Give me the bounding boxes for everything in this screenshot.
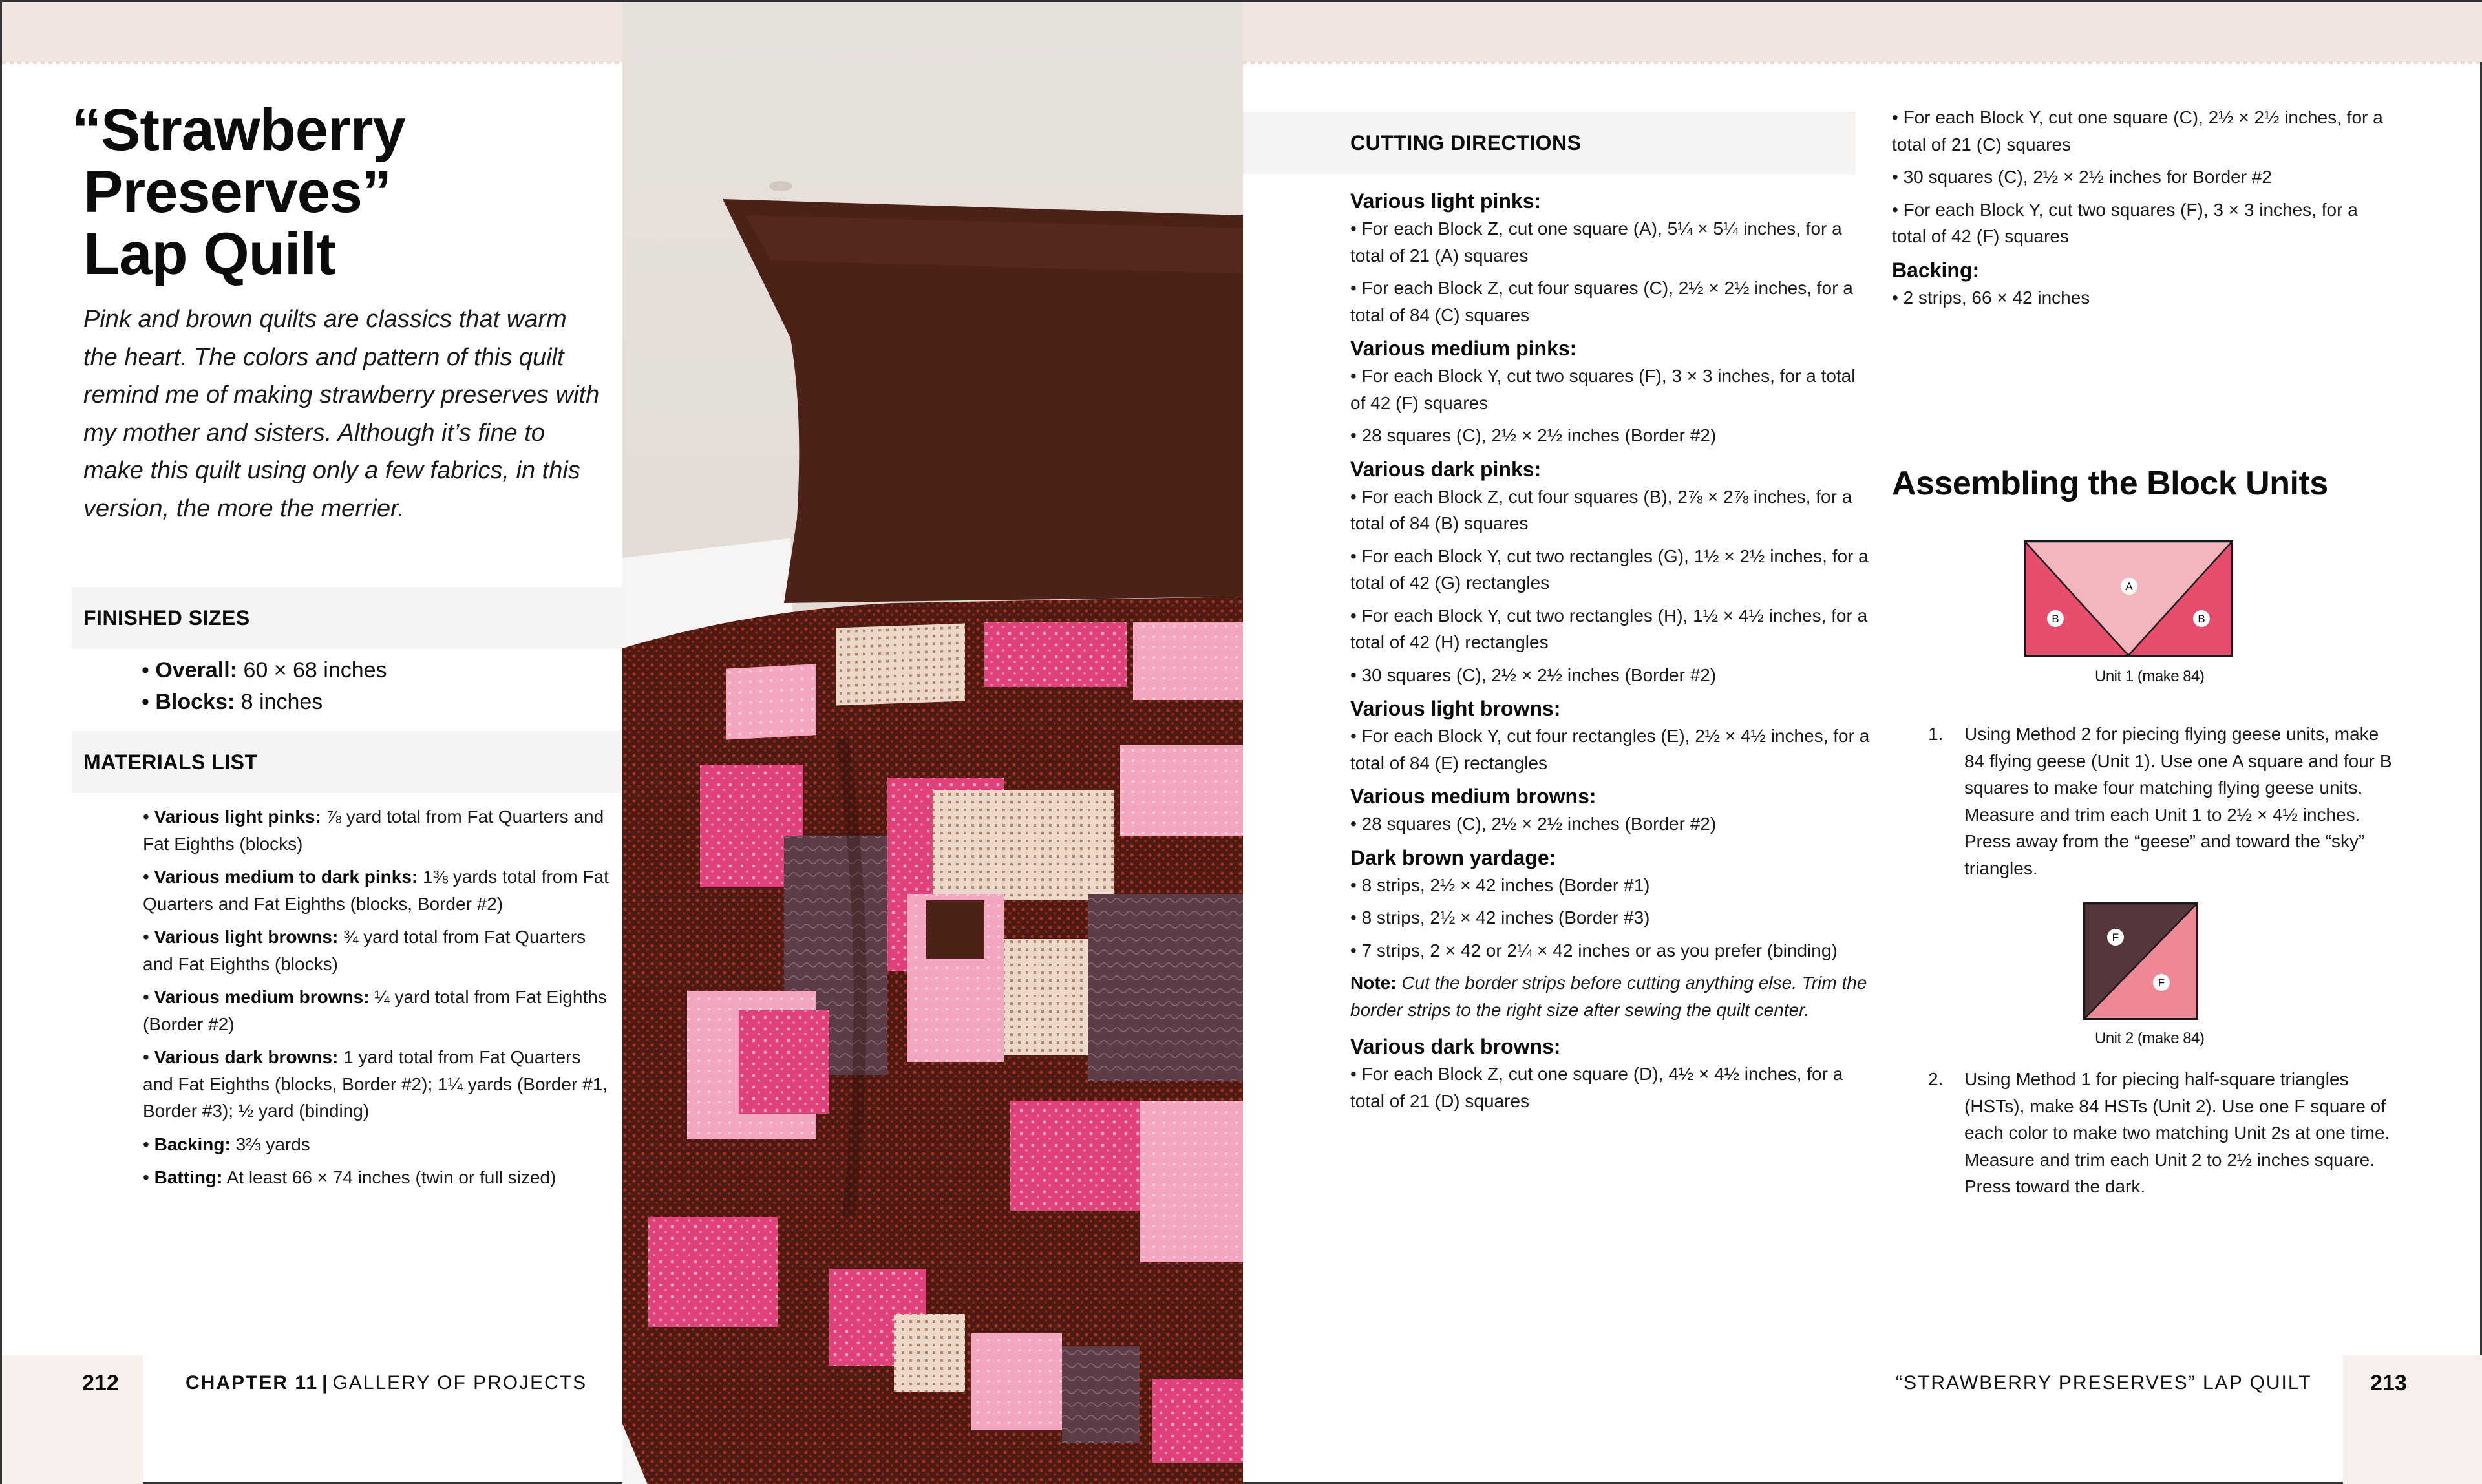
list-item: • For each Block Y, cut two squares (F), 3 × 3 inches, for a total of 42 (F) squares xyxy=(1350,366,1856,413)
list-item: • For each Block Y, cut four rectangles (E), 2½ × 4½ inches, for a total of 84 (E) rectangles xyxy=(1350,726,1870,773)
materials-list-header xyxy=(72,731,622,793)
cutting-directions-header xyxy=(1243,112,1856,174)
step-text: Using Method 2 for piecing flying geese units, make 84 flying geese (Unit 1). Use one A square and four B squares to make four matching flying geese units. Measure and trim each Unit 1 to 2½ × 4½ inches. Press away from the “geese” and toward the “sky” triangles. xyxy=(1964,724,2392,878)
section-heading: MATERIALS LIST xyxy=(83,750,258,774)
list-item: • Various medium to dark pinks: 1⅜ yards total from Fat Quarters and Fat Eighths (blocks, Border #2) xyxy=(143,867,609,914)
list-item: • For each Block Z, cut four squares (C), 2½ × 2½ inches, for a total of 84 (C) squares xyxy=(1350,278,1853,325)
list-item: • 8 strips, 2½ × 42 inches (Border #3) xyxy=(1350,907,1650,928)
running-head-left: CHAPTER 11 | GALLERY OF PROJECTS xyxy=(186,1372,588,1394)
step-text: Using Method 1 for piecing half-square triangles (HSTs), make 84 HSTs (Unit 2). Use one F square of each color to make two matching Unit 2s at one time. Measure and trim each Unit 2 to 2½ inches square. Press toward the dark. xyxy=(1964,1069,2390,1196)
list-item: • For each Block Y, cut two rectangles (H), 1½ × 4½ inches, for a total of 42 (H) rectangles xyxy=(1350,605,1868,652)
list-item: • Blocks: 8 inches xyxy=(142,690,323,714)
unit1-caption: Unit 1 (make 84) xyxy=(2095,668,2205,685)
finished-sizes-header xyxy=(72,587,622,649)
svg-text:B: B xyxy=(2198,613,2205,625)
list-item: • Batting: At least 66 × 74 inches (twin or full sized) xyxy=(143,1167,557,1187)
page-number-left: 212 xyxy=(82,1371,119,1395)
cutting-directions-list xyxy=(1350,184,1874,1120)
group-title: Various medium browns: xyxy=(1350,785,1596,808)
list-item: • Various light pinks: ⅞ yard total from Fat Quarters and Fat Eighths (blocks) xyxy=(143,807,604,854)
folio-box-left xyxy=(2,1355,143,1484)
group-title: Various medium pinks: xyxy=(1350,337,1577,360)
header-band-left xyxy=(2,2,622,62)
list-item: • 28 squares (C), 2½ × 2½ inches (Border #2) xyxy=(1350,425,1717,445)
list-item: • 30 squares (C), 2½ × 2½ inches for Border #2 xyxy=(1892,167,2272,187)
title-line: Lap Quilt xyxy=(83,221,335,287)
list-item: • 2 strips, 66 × 42 inches xyxy=(1892,287,2090,308)
unit2-caption: Unit 2 (make 84) xyxy=(2095,1030,2205,1047)
group-title: Various light browns: xyxy=(1350,697,1561,720)
svg-text:F: F xyxy=(2158,977,2165,989)
unit2-hst-diagram xyxy=(2083,902,2198,1020)
quilt-photo xyxy=(622,2,1243,1484)
title-line: “Strawberry xyxy=(72,97,405,163)
svg-text:F: F xyxy=(2112,931,2119,944)
step-number: 1. xyxy=(1928,724,1944,744)
list-item: • Overall: 60 × 68 inches xyxy=(142,658,387,683)
section-heading: FINISHED SIZES xyxy=(83,606,250,630)
list-item: • For each Block Y, cut two squares (F), 3 × 3 inches, for a total of 42 (F) squares xyxy=(1892,199,2358,246)
title-line: Preserves” xyxy=(83,159,391,225)
group-title: Dark brown yardage: xyxy=(1350,845,1556,869)
section-title: Assembling the Block Units xyxy=(1892,465,2328,502)
list-item: • Various medium browns: ¼ yard total from Fat Eighths (Border #2) xyxy=(143,987,607,1034)
list-item: • For each Block Z, cut four squares (B), 2⅞ × 2⅞ inches, for a total of 84 (B) squares xyxy=(1350,486,1852,533)
list-item: • For each Block Z, cut one square (D), 4½ × 4½ inches, for a total of 21 (D) squares xyxy=(1350,1064,1843,1111)
list-item: • 8 strips, 2½ × 42 inches (Border #1) xyxy=(1350,874,1650,895)
list-item: • 30 squares (C), 2½ × 2½ inches (Border #2) xyxy=(1350,664,1717,685)
page-number-right: 213 xyxy=(2370,1371,2407,1395)
running-head-right: “STRAWBERRY PRESERVES” LAP QUILT xyxy=(1896,1372,2312,1394)
group-title: Various light pinks: xyxy=(1350,189,1542,213)
label-a: A xyxy=(2125,580,2133,593)
cutting-directions-continued xyxy=(1892,104,2396,317)
step-number: 2. xyxy=(1928,1069,1944,1089)
list-item: • For each Block Y, cut one square (C), 2½ × 2½ inches, for a total of 21 (C) squares xyxy=(1892,107,2383,154)
intro-paragraph: Pink and brown quilts are classics that warm the heart. The colors and pattern of this quilt remind me of making strawberry preserves with my mother and sisters. Although it’s fine to make this quilt using only a few fabrics, in this version, the more the merrier. xyxy=(83,306,600,522)
folio-box-right xyxy=(2343,1355,2482,1484)
materials-list xyxy=(143,803,615,1198)
list-item: • For each Block Y, cut two rectangles (G), 1½ × 2½ inches, for a total of 42 (G) rectangles xyxy=(1350,546,1869,593)
svg-text:B: B xyxy=(2052,613,2059,625)
step-2 xyxy=(1928,1066,2404,1200)
group-title: Various dark pinks: xyxy=(1350,457,1542,481)
unit1-flying-geese-diagram xyxy=(2024,540,2233,657)
list-item: • 7 strips, 2 × 42 or 2¼ × 42 inches or as you prefer (binding) xyxy=(1350,940,1838,960)
note: Note: Cut the border strips before cutting anything else. Trim the border strips to the right size after sewing the quilt center. xyxy=(1350,973,1867,1020)
list-item: • Backing: 3⅔ yards xyxy=(143,1134,310,1154)
group-title: Various dark browns: xyxy=(1350,1035,1561,1058)
list-item: • For each Block Z, cut one square (A), 5¼ × 5¼ inches, for a total of 21 (A) squares xyxy=(1350,218,1842,266)
list-item: • Various dark browns: 1 yard total from Fat Quarters and Fat Eighths (blocks, Border #2); 1¼ yards (Border #1, Border #3); ½ yard (binding) xyxy=(143,1047,608,1121)
list-item: • Various light browns: ¾ yard total from Fat Quarters and Fat Eighths (blocks) xyxy=(143,927,586,974)
finished-sizes-list xyxy=(142,655,387,718)
header-band-right xyxy=(1243,2,2482,62)
section-heading: CUTTING DIRECTIONS xyxy=(1350,131,1582,154)
group-title: Backing: xyxy=(1892,258,1980,282)
step-1 xyxy=(1928,721,2404,882)
page-title xyxy=(72,99,602,285)
list-item: • 28 squares (C), 2½ × 2½ inches (Border #2) xyxy=(1350,814,1717,834)
